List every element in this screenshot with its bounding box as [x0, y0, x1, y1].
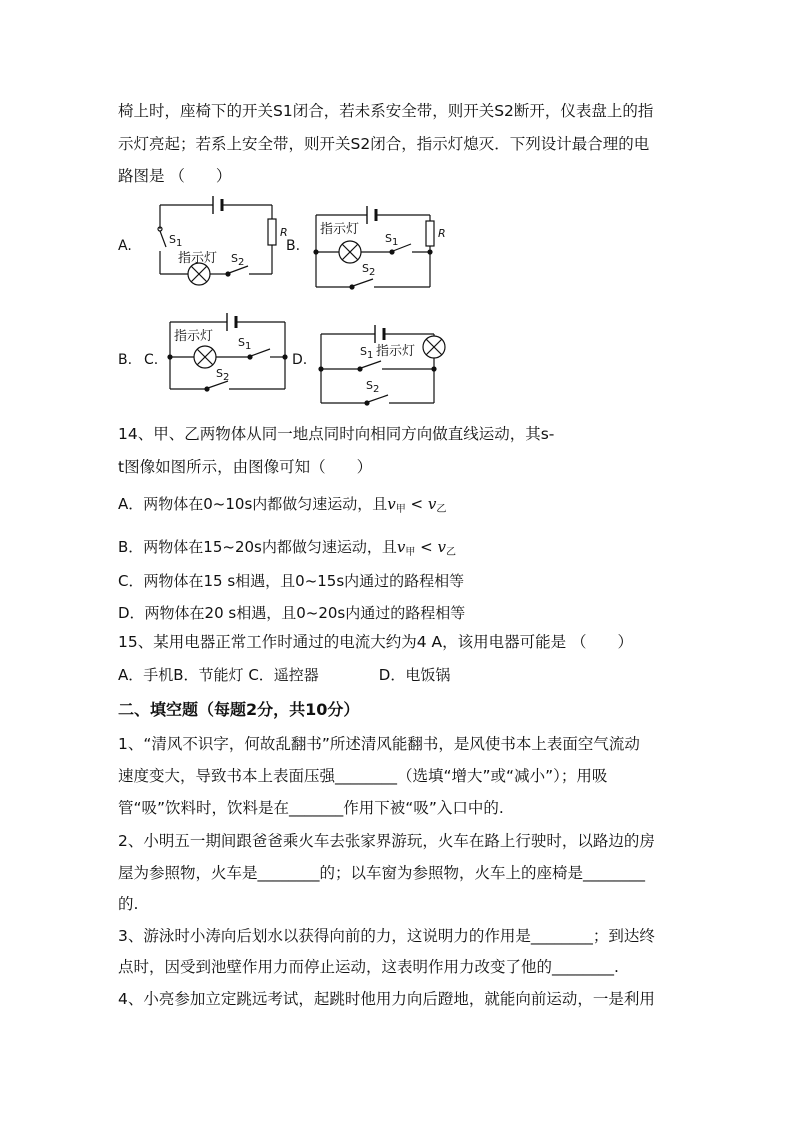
circuit-a-s1: S1: [169, 233, 183, 249]
circuit-d-s2: S2: [366, 379, 380, 395]
circuit-b-lamp-label: 指示灯: [320, 222, 360, 237]
option-d-label: D.: [292, 352, 308, 368]
q14-option-d: D．两物体在20 s相遇，且0~20s内通过的路程相等: [118, 604, 466, 622]
q13-circuit-diagrams: [0, 0, 794, 420]
fill-q3-line1: 3、游泳时小涛向后划水以获得向前的力，这说明力的作用是________；到达终: [118, 927, 655, 945]
q15-text: 15、某用电器正常工作时通过的电流大约为4 A，该用电器可能是 （ ）: [118, 633, 634, 651]
circuit-a-lamp-label: 指示灯: [178, 251, 218, 266]
fill-q1-line3: 管“吸”饮料时，饮料是在_______作用下被“吸”入口中的.: [118, 799, 504, 817]
q15-options: A．手机B．节能灯 C．遥控器 D．电饭锅: [118, 666, 451, 684]
q13-text-line2: 示灯亮起；若系上安全带，则开关S2闭合，指示灯熄灭．下列设计最合理的电: [118, 135, 650, 153]
q14-option-c: C．两物体在15 s相遇，且0~15s内通过的路程相等: [118, 572, 465, 590]
q14-text-line1: 14、甲、乙两物体从同一地点同时向相同方向做直线运动，其s-: [118, 425, 555, 443]
q14-text-line2: t图像如图所示，由图像可知（ ）: [118, 458, 373, 476]
fill-q2-line3: 的.: [118, 895, 139, 913]
circuit-d: [319, 325, 445, 405]
fill-q4-line1: 4、小亮参加立定跳远考试，起跳时他用力向后蹬地，就能向前运动，一是利用: [118, 990, 655, 1008]
circuit-c-lamp-label: 指示灯: [174, 329, 214, 344]
circuit-b-s1: S1: [385, 232, 399, 248]
option-b-label-top: B.: [286, 238, 301, 254]
circuit-d-s1: S1: [360, 345, 374, 361]
fill-q1-line2: 速度变大，导致书本上表面压强________（选填“增大”或“减小”）；用吸: [118, 767, 608, 785]
circuit-c-s1: S1: [238, 336, 252, 352]
circuit-a-s2: S2: [231, 252, 245, 268]
circuit-d-lamp-label: 指示灯: [376, 344, 416, 359]
fill-q2-line1: 2、小明五一期间跟爸爸乘火车去张家界游玩，火车在路上行驶时，以路边的房: [118, 832, 655, 850]
circuit-b-s2: S2: [362, 262, 376, 278]
section-2-title: 二、填空题（每题2分，共10分）: [118, 700, 360, 719]
circuit-a-r: R: [280, 226, 288, 239]
q13-text-line3: 路图是 （ ）: [118, 167, 232, 185]
fill-q2-line2: 屋为参照物，火车是________的；以车窗为参照物，火车上的座椅是________: [118, 864, 646, 882]
circuit-c-s2: S2: [216, 367, 230, 383]
option-c-label: C.: [144, 352, 159, 368]
q14-option-a: A．两物体在0~10s内都做匀速运动，且$v_甲 < v_乙$: [118, 495, 447, 515]
fill-q1-line1: 1、“清风不识字，何故乱翻书”所述清风能翻书，是风使书本上表面空气流动: [118, 735, 640, 753]
q14-option-b: B．两物体在15~20s内都做匀速运动，且$v_甲 < v_乙$: [118, 538, 456, 558]
fill-q3-line2: 点时，因受到池壁作用力而停止运动，这表明作用力改变了他的________.: [118, 958, 619, 976]
circuit-b-r: R: [438, 227, 446, 240]
option-b-label: B.: [118, 352, 133, 368]
option-a-label: A.: [118, 238, 132, 254]
q13-text-line1: 椅上时，座椅下的开关S1闭合，若未系安全带，则开关S2断开，仪表盘上的指: [118, 102, 654, 120]
